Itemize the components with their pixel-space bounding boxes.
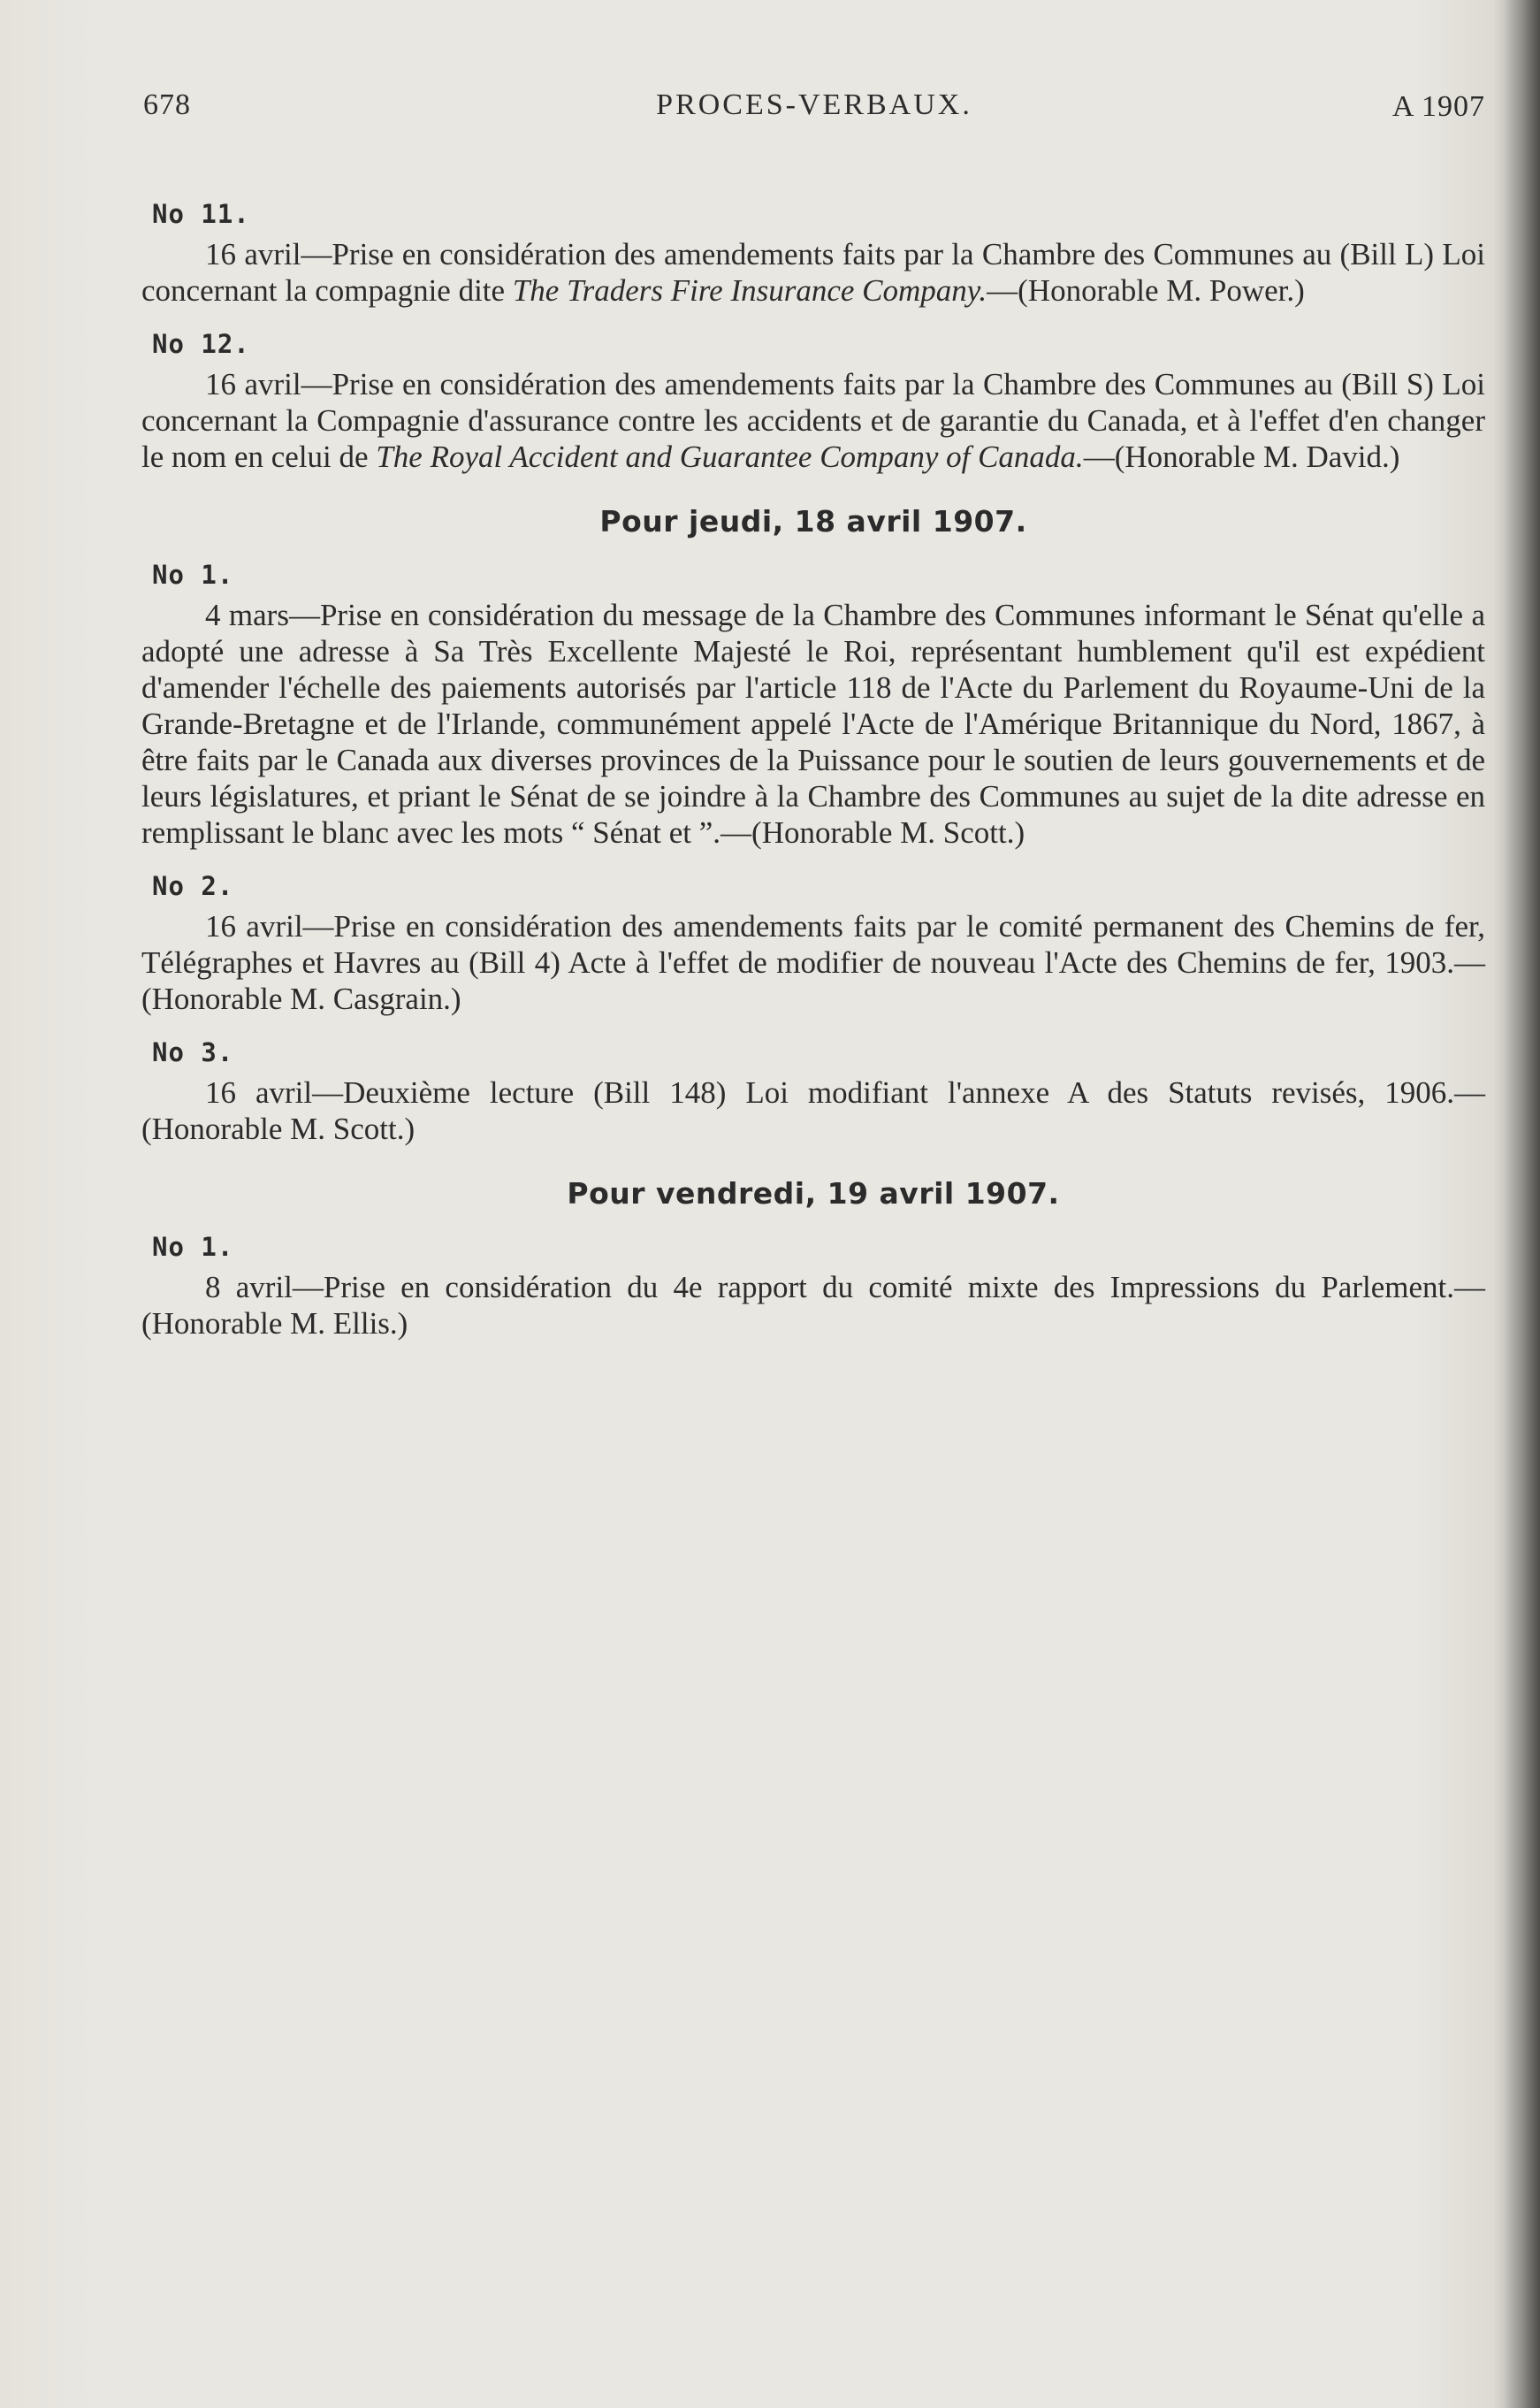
section — [141, 196, 1485, 475]
entry-sponsor: —(Honorable M. Power.) — [987, 273, 1305, 308]
entry-text — [141, 1269, 1485, 1342]
page-number: 678 — [143, 88, 191, 121]
entry-italic-title: The Royal Accident and Guarantee Company of Canada. — [376, 440, 1084, 474]
entry-number: No 3. — [152, 1037, 234, 1067]
entry-text-body: 16 avril—Prise en considération des amendements faits par la Chambre des Communes au (Bill L) Loi concernant la compagnie dite — [141, 237, 1485, 308]
entry-number: No 2. — [152, 871, 234, 901]
entry-sponsor: —(Honorable M. David.) — [1083, 440, 1400, 474]
order-entry — [141, 868, 1485, 1017]
section-heading: Pour vendredi, 19 avril 1907. — [567, 1176, 1060, 1211]
order-entry — [141, 1229, 1485, 1342]
order-entry — [141, 557, 1485, 851]
running-title: PROCES-VERBAUX. — [656, 88, 972, 121]
binding-shadow — [1505, 0, 1540, 2408]
entry-text — [141, 236, 1485, 309]
session-year: A 1907 — [1391, 90, 1485, 123]
section-heading: Pour jeudi, 18 avril 1907. — [599, 504, 1027, 539]
entry-number: No 11. — [152, 199, 250, 229]
page-header — [143, 88, 1485, 133]
entry-number: No 12. — [152, 329, 250, 359]
order-entry — [141, 1035, 1485, 1147]
order-paper-body — [141, 196, 1485, 1359]
entry-text — [141, 597, 1485, 851]
entry-text-body: 16 avril—Prise en considération des amendements faits par la Chambre des Communes au (Bill S) Loi concernant la Compagnie d'assurance contre les accidents et de garantie du Canada, et à l'effet d'en changer le nom en celui de — [141, 367, 1485, 474]
entry-text-body: 16 avril—Deuxième lecture (Bill 148) Loi modifiant l'annexe A des Statuts revisés, 1906.—(Honorable M. Scott.) — [141, 1075, 1485, 1146]
entry-number: No 1. — [152, 1232, 234, 1262]
section — [141, 503, 1485, 1147]
entry-text-body: 16 avril—Prise en considération des amendements faits par le comité permanent des Chemins de fer, Télégraphes et Havres au (Bill 4) Acte à l'effet de modifier de nouveau l'Acte des Chemins de fer, 1903.—(Honorable M. Casgrain.) — [141, 909, 1485, 1016]
entry-number: No 1. — [152, 560, 234, 590]
order-entry — [141, 196, 1485, 309]
entry-text — [141, 1074, 1485, 1147]
entry-text-body: 8 avril—Prise en considération du 4e rapport du comité mixte des Impressions du Parlement.—(Honorable M. Ellis.) — [141, 1270, 1485, 1341]
entry-italic-title: The Traders Fire Insurance Company. — [512, 273, 987, 308]
order-entry — [141, 326, 1485, 475]
entry-text — [141, 366, 1485, 475]
entry-text — [141, 908, 1485, 1017]
section — [141, 1175, 1485, 1342]
entry-text-body: 4 mars—Prise en considération du message de la Chambre des Communes informant le Sénat qu'elle a adopté une adresse à Sa Très Excellente Majesté le Roi, représentant humblement qu'il est expédient d'amender l'échelle des paiements autorisés par l'article 118 de l'Acte du Parlement du Royaume-Uni de la Grande-Bretagne et de l'Irlande, communément appelé l'Acte de l'Amérique Britannique du Nord, 1867, à être faits par le Canada aux diverses provinces de la Puissance pour le soutien de leurs gouvernements et de leurs législatures, et priant le Sénat de se joindre à la Chambre des Communes au sujet de la dite adresse en remplissant le blanc avec les mots “ Sénat et ”.—(Honorable M. Scott.) — [141, 598, 1485, 850]
